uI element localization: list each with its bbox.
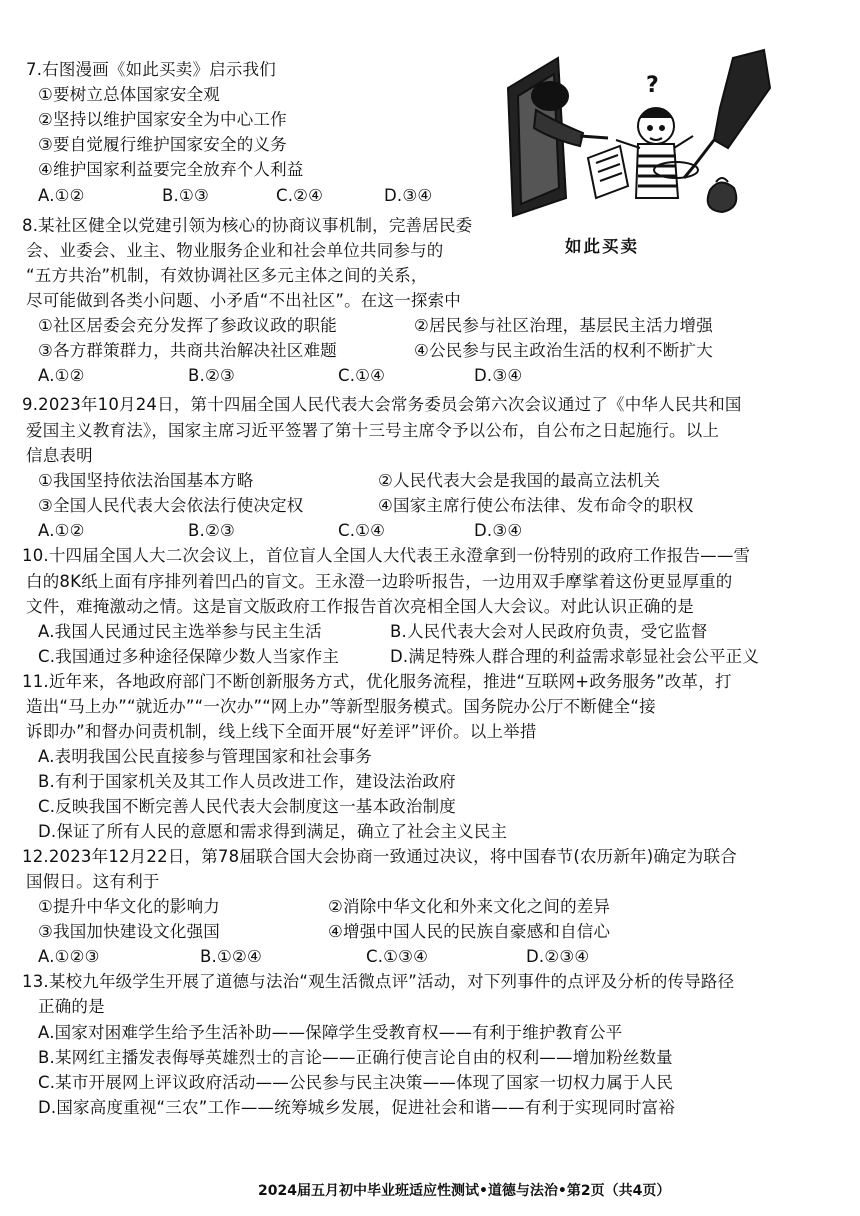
- q13-option-d: D.国家高度重视“三农”工作——统筹城乡发展，促进社会和谐——有利于实现同时富裕: [38, 1098, 676, 1117]
- q7-option-1: ①要树立总体国家安全观: [38, 85, 220, 104]
- q10-stem-line-2: 白的8K纸上面有序排列着凹凸的盲文。王永澄一边聆听报告，一边用双手摩挲着这份更显厚重的: [26, 572, 733, 591]
- q7-option-4: ④维护国家利益要完全放弃个人利益: [38, 160, 304, 179]
- q7-option-3: ③要自觉履行维护国家安全的义务: [38, 135, 287, 154]
- cartoon-illustration: [488, 48, 774, 220]
- q12-option-3: ③我国加快建设文化强国: [38, 922, 220, 941]
- q12-option-1: ①提升中华文化的影响力: [38, 897, 220, 916]
- q8-choice-c: C.①④: [338, 366, 386, 385]
- q10-option-a: A.我国人民通过民主选举参与民主生活: [38, 622, 322, 641]
- q9-stem-line-2: 爱国主义教育法》，国家主席习近平签署了第十三号主席令予以公布，自公布之日起施行。以上: [26, 421, 720, 440]
- q7-choice-c: C.②④: [276, 186, 324, 205]
- q11-option-c: C.反映我国不断完善人民代表大会制度这一基本政治制度: [38, 797, 456, 816]
- q7-stem: 7.右图漫画《如此买卖》启示我们: [26, 60, 276, 79]
- q8-option-2: ②居民参与社区治理，基层民主活力增强: [414, 316, 713, 335]
- q12-choice-d: D.②③④: [526, 947, 590, 966]
- q10-stem-line-1: 10.十四届全国人大二次会议上，首位盲人全国人大代表王永澄拿到一份特别的政府工作报告——雪: [22, 546, 751, 565]
- q9-choice-b: B.②③: [188, 521, 235, 540]
- q8-option-3: ③各方群策群力，共商共治解决社区难题: [38, 341, 337, 360]
- q8-choice-d: D.③④: [474, 366, 523, 385]
- q12-choice-c: C.①③④: [366, 947, 429, 966]
- q9-choice-d: D.③④: [474, 521, 523, 540]
- q12-option-4: ④增强中国人民的民族自豪感和自信心: [328, 922, 611, 941]
- q11-stem-line-1: 11.近年来，各地政府部门不断创新服务方式，优化服务流程，推进“互联网+政务服务”改革，打: [22, 672, 732, 691]
- q12-stem-line-2: 国假日。这有利于: [26, 872, 160, 891]
- q9-choice-c: C.①④: [338, 521, 386, 540]
- q8-stem-line-4: 尽可能做到各类小问题、小矛盾“不出社区”。在这一探索中: [26, 291, 461, 310]
- q12-option-2: ②消除中华文化和外来文化之间的差异: [328, 897, 611, 916]
- q10-option-c: C.我国通过多种途径保障少数人当家作主: [38, 647, 340, 666]
- q9-stem-line-3: 信息表明: [26, 446, 93, 465]
- q11-option-b: B.有利于国家机关及其工作人员改进工作，建设法治政府: [38, 772, 456, 791]
- q13-option-b: B.某网红主播发表侮辱英雄烈士的言论——正确行使言论自由的权利——增加粉丝数量: [38, 1048, 673, 1067]
- q11-stem-line-2: 造出“马上办”“就近办”“一次办”“网上办”等新型服务模式。国务院办公厅不断健全“接: [26, 697, 656, 716]
- page-footer: 2024届五月初中毕业班适应性测试•道德与法治•第2页（共4页）: [258, 1183, 671, 1199]
- q12-choice-b: B.①②④: [200, 947, 262, 966]
- q9-option-2: ②人民代表大会是我国的最高立法机关: [378, 471, 661, 490]
- q8-option-1: ①社区居委会充分发挥了参政议政的职能: [38, 316, 337, 335]
- q9-option-1: ①我国坚持依法治国基本方略: [38, 471, 254, 490]
- q9-choice-a: A.①②: [38, 521, 85, 540]
- q12-stem-line-1: 12.2023年12月22日，第78届联合国大会协商一致通过决议，将中国春节(农历新年)确定为联合: [22, 847, 737, 866]
- q7-choice-a: A.①②: [38, 186, 85, 205]
- q11-option-a: A.表明我国公民直接参与管理国家和社会事务: [38, 747, 372, 766]
- q11-stem-line-3: 诉即办”和督办问责机制，线上线下全面开展“好差评”评价。以上举措: [26, 722, 537, 741]
- cartoon-caption: 如此买卖: [565, 237, 639, 256]
- q12-choice-a: A.①②③: [38, 947, 100, 966]
- q13-option-c: C.某市开展网上评议政府活动——公民参与民主决策——体现了国家一切权力属于人民: [38, 1073, 674, 1092]
- q10-stem-line-3: 文件，难掩激动之情。这是盲文版政府工作报告首次亮相全国人大会议。对此认识正确的是: [26, 597, 694, 616]
- q13-stem-line-2: 正确的是: [38, 997, 105, 1016]
- q13-option-a: A.国家对困难学生给予生活补助——保障学生受教育权——有利于维护教育公平: [38, 1023, 623, 1042]
- q8-stem-line-2: 会、业委会、业主、物业服务企业和社会单位共同参与的: [26, 241, 444, 260]
- q8-option-4: ④公民参与民主政治生活的权利不断扩大: [414, 341, 713, 360]
- q8-choice-a: A.①②: [38, 366, 85, 385]
- q13-stem-line-1: 13.某校九年级学生开展了道德与法治“观生活微点评”活动，对下列事件的点评及分析的传导路径: [22, 972, 735, 991]
- q7-option-2: ②坚持以维护国家安全为中心工作: [38, 110, 287, 129]
- q8-stem-line-1: 8.某社区健全以党建引领为核心的协商议事机制，完善居民委: [22, 216, 473, 235]
- q8-stem-line-3: “五方共治”机制，有效协调社区多元主体之间的关系，: [26, 266, 428, 285]
- q7-choice-d: D.③④: [384, 186, 433, 205]
- q9-option-4: ④国家主席行使公布法律、发布命令的职权: [378, 496, 694, 515]
- q7-choice-b: B.①③: [162, 186, 209, 205]
- q10-option-d: D.满足特殊人群合理的利益需求彰显社会公平正义: [390, 647, 760, 666]
- q9-option-3: ③全国人民代表大会依法行使决定权: [38, 496, 304, 515]
- q8-choice-b: B.②③: [188, 366, 235, 385]
- q10-option-b: B.人民代表大会对人民政府负责，受它监督: [390, 622, 708, 641]
- q11-option-d: D.保证了所有人民的意愿和需求得到满足，确立了社会主义民主: [38, 822, 508, 841]
- svg-text:?: ?: [646, 73, 659, 98]
- q9-stem-line-1: 9.2023年10月24日，第十四届全国人民代表大会常务委员会第六次会议通过了《中华人民共和国: [22, 395, 742, 414]
